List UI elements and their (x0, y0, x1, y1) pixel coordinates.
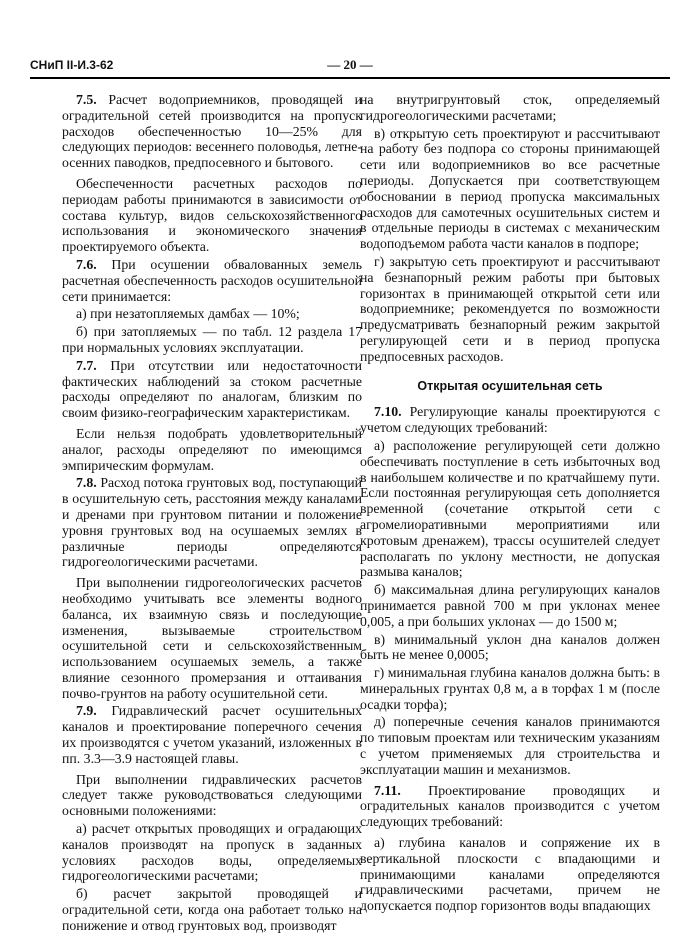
list-item: а) глубина каналов и сопряжение их в вертикальной плоскости с впадающими и принимающими каналами определяются гидравлическими расчетами, причем не допускается подпор горизонтов воды впадающих (360, 835, 660, 914)
paragraph: 7.8. Расход потока грунтовых вод, поступающий в осушительную сеть, расстояния между каналами и дренами при грунтовом питании и положение уровня грунтовых вод на осушаемых землях в различные периоды определяются гидрогеологическими расчетами. (62, 475, 362, 570)
section-heading: Открытая осушительная сеть (417, 378, 603, 393)
paragraph: 7.11. Проектирование проводящих и оградительных каналов производится с учетом следующих требований: (360, 782, 660, 830)
list-item: г) минимальная глубина каналов должна быть: в минеральных грунтах 0,8 м, а в торфах 1 м (после осадки торфа); (360, 665, 660, 712)
paragraph: Если нельзя подобрать удовлетворительный аналог, расходы определяют по имеющимся эмпирическим формулам. (62, 425, 362, 473)
paragraph: 7.9. Гидравлический расчет осушительных каналов и проектирование поперечного сечения их производятся с учетом указаний, изложенных в пп. 3.3—3.9 настоящей главы. (62, 703, 363, 766)
list-item: д) поперечные сечения каналов принимаются по типовым проектам или техническим указаниям с учетом применяемых для строительства и эксплуатации машин и механизмов. (360, 714, 660, 777)
list-item: б) при затопляемых — по табл. 12 раздела 17 при нормальных условиях эксплуатации. (62, 324, 362, 355)
paragraph: При выполнении гидрогеологических расчетов необходимо учитывать все элементы водного баланса, их взаимную связь и последующие изменения, вызываемые строительством осушительной сети и сельскохозяйственным использованием осушаемых земель, а также влияние сезонного промерзания и оттаивания почво-грунтов на работу осушительной сети. (62, 575, 362, 701)
list-item: в) открытую сеть проектируют и рассчитывают на работу без подпора со стороны принимающей сети или водоприемников во все расчетные периоды. Допускается при соответствующем обосновании в период пропуска максимальных расходов для самотечных осушительных систем и в отдельные периоды в системах с механическим водоподъемом работа части каналов в подпоре; (360, 125, 660, 252)
paragraph: 7.5. Расчет водоприемников, проводящей и оградительной сетей производится на пропуск расходов обеспеченностью 10—25% для следующих периодов: весеннего половодья, летне-осенних паводков, предпосевного и бытового. (62, 92, 363, 171)
paragraph: 7.7. При отсутствии или недостаточности фактических наблюдений за стоком расчетные расходы определяют по аналогам, близким по своим физико-географическим характеристикам. (62, 357, 362, 421)
list-item: б) расчет закрытой проводящей и оградительной сети, когда она работает только на понижение и отвод грунтовых вод, производят (62, 886, 362, 933)
list-item: а) при незатопляемых дамбах — 10%; (76, 306, 300, 322)
list-item: а) расчет открытых проводящих и оградающих каналов производят на пропуск в заданных условиях расходов воды, определяемых гидрогеологическими расчетами; (62, 821, 362, 884)
header-rule (30, 77, 670, 79)
paragraph: на внутригрунтовый сток, определяемый гидрогеологическими расчетами; (360, 92, 660, 123)
left-column (62, 92, 362, 936)
page-header (30, 58, 670, 78)
list-item: г) закрытую сеть проектируют и рассчитывают на безнапорный режим работы при бытовых горизонтах в принимающей открытой сети или водоприемнике; рекомендуется по возможности предусматривать безнапорный режим закрытой регулирующей сети и в период пропуска предпосевных расходов. (360, 253, 660, 364)
page-number: — 20 — (327, 57, 373, 72)
paragraph: При выполнении гидравлических расчетов следует также руководствоваться следующими основными положениями: (62, 771, 362, 819)
paragraph: Обеспеченности расчетных расходов по периодам работы принимаются в зависимости от состава культур, видов сельскохозяйственного использования и экономического значения проектируемого объекта. (62, 175, 362, 255)
list-item: б) максимальная длина регулирующих каналов принимается равной 700 м при уклонах менее 0,005, а при больших уклонах — до 1500 м; (360, 582, 660, 629)
document-code: СНиП II-И.3-62 (30, 58, 114, 72)
list-item: в) минимальный уклон дна каналов должен быть не менее 0,0005; (360, 631, 660, 663)
paragraph: 7.10. Регулирующие каналы проектируются с учетом следующих требований: (360, 404, 660, 436)
right-column (360, 92, 660, 916)
list-item: а) расположение регулирующей сети должно обеспечивать поступление в сеть избыточных вод в наибольшем количестве и по кратчайшему пути. Если постоянная регулирующая сеть дополняется временной (сочетание открытой сети с агромелиоративными мероприятиями или кротовым дренажем), трассы осушителей следует располагать по уклону местности, не допуская размыва каналов; (360, 437, 660, 580)
paragraph: 7.6. При осушении обвалованных земель расчетная обеспеченность расходов осушительной сети принимается: (62, 256, 362, 304)
